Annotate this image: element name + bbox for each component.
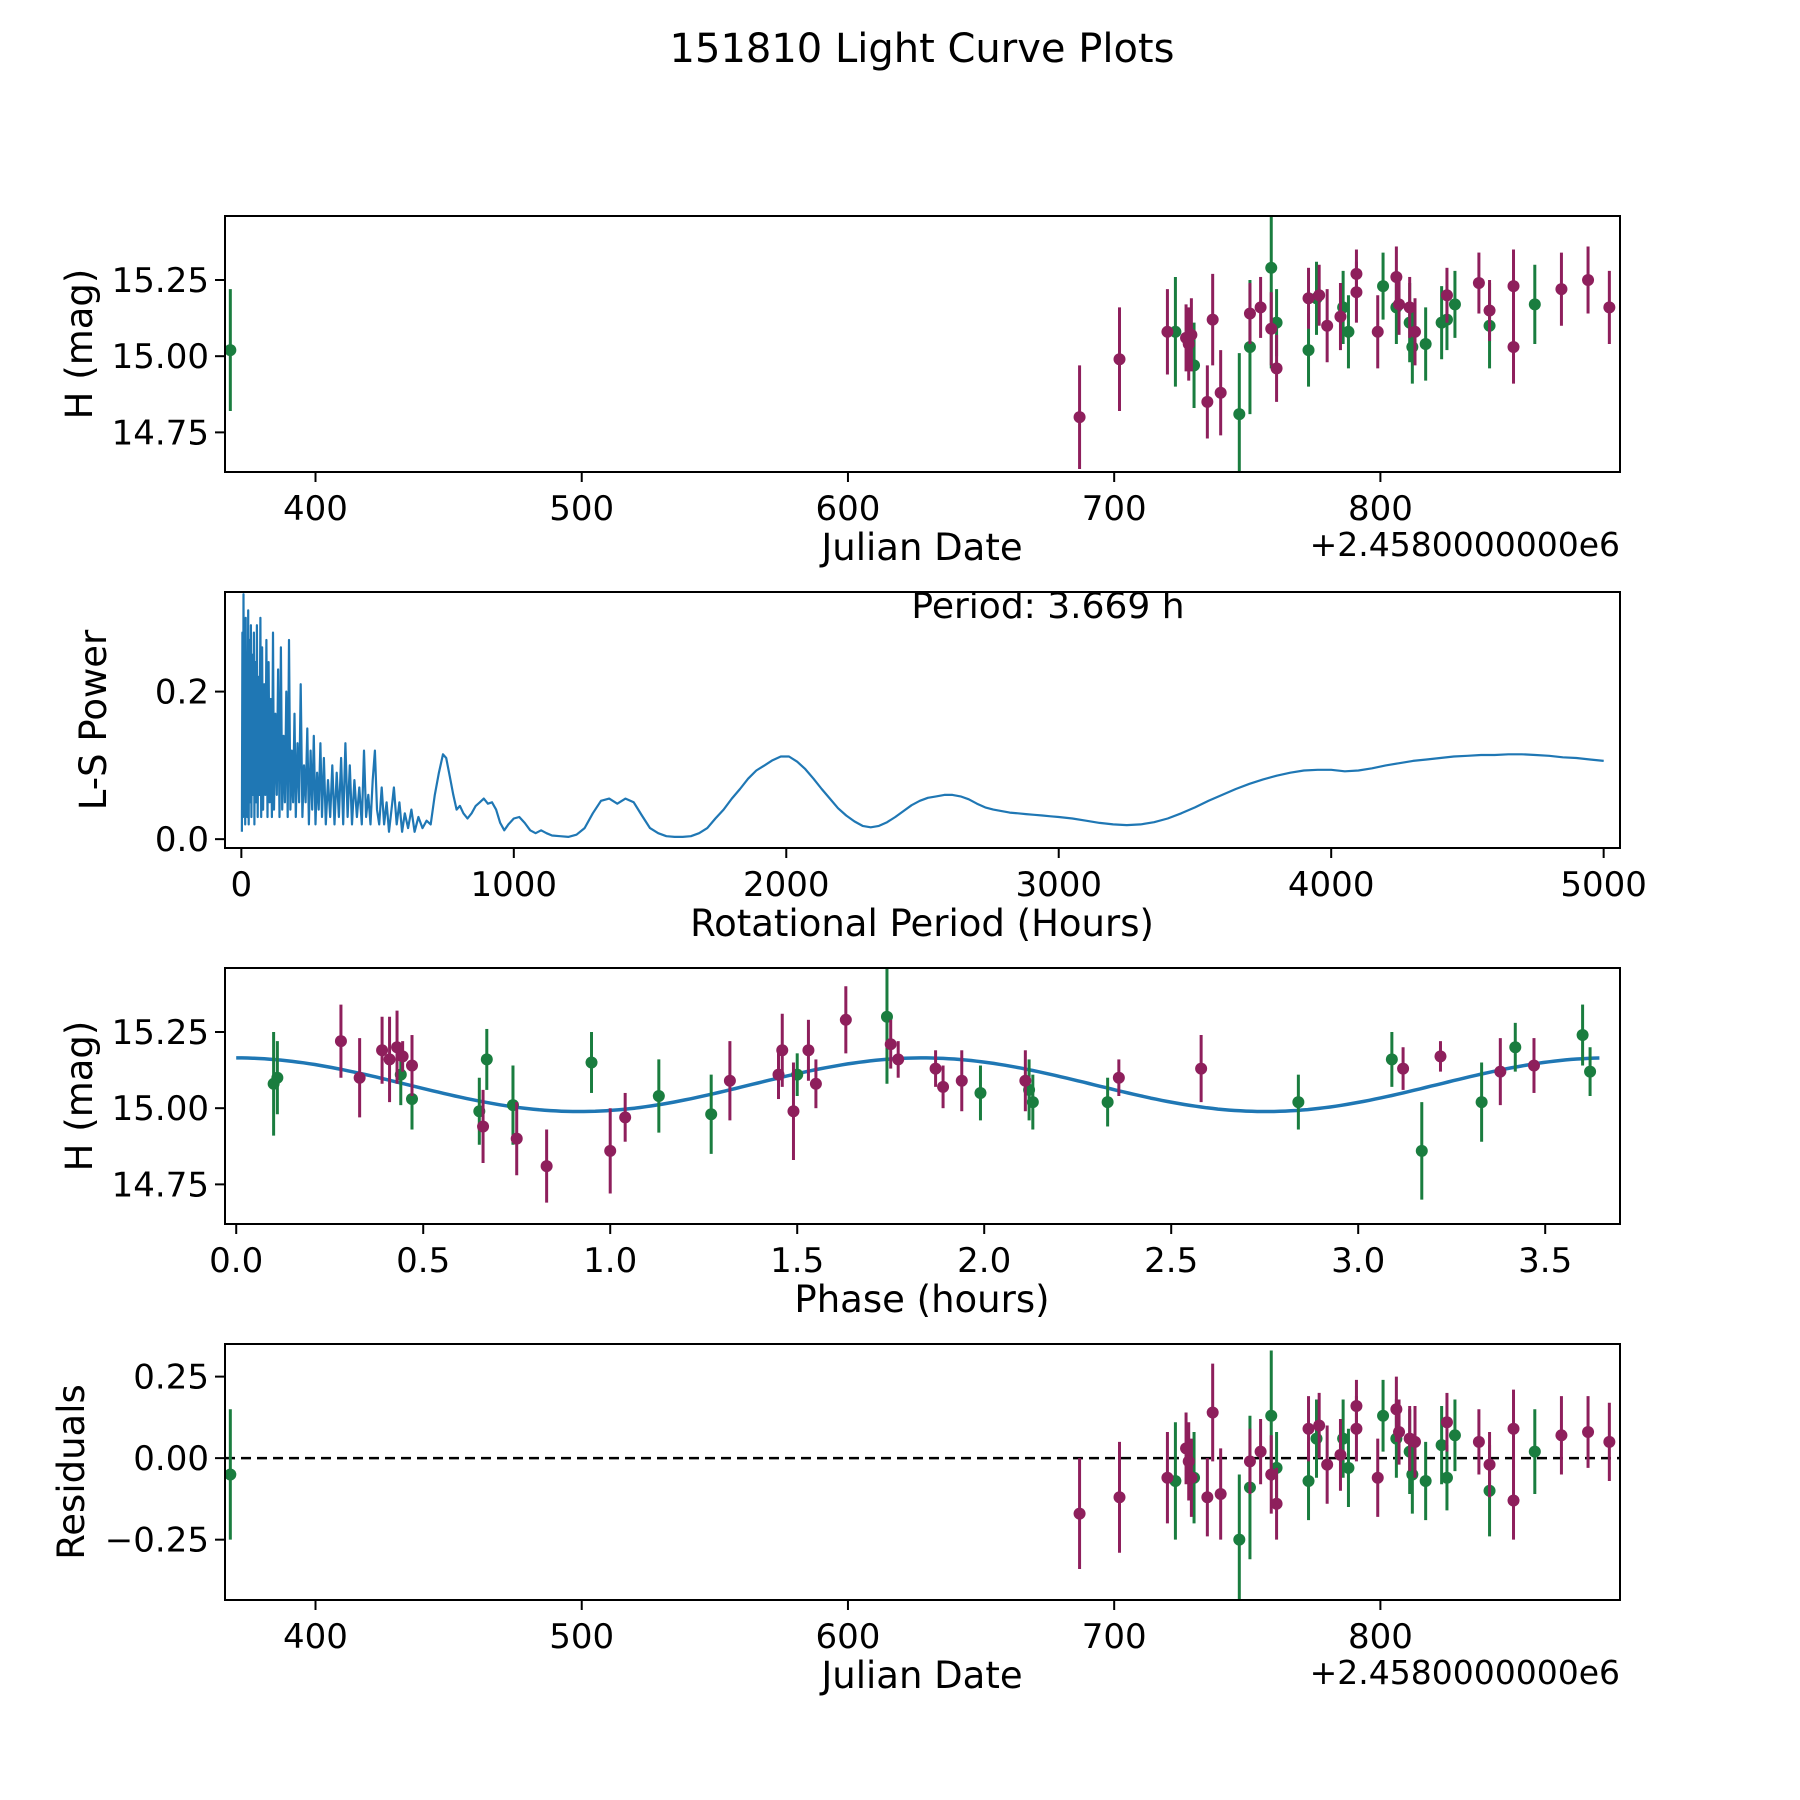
data-point [1582,274,1594,286]
data-point [1508,1495,1520,1507]
data-point [1476,1096,1488,1108]
data-point [1386,1053,1398,1065]
x-tick-label: 500 [549,1617,615,1657]
data-point [1114,1491,1126,1503]
x-tick-label: 800 [1347,1617,1413,1657]
jd-offset-text: +2.4580000000e6 [1309,525,1620,564]
data-point [1509,1041,1521,1053]
data-point [1114,353,1126,365]
data-point [335,1035,347,1047]
data-point [1377,1410,1389,1422]
hmag-yaxis-label: H (mag) [58,268,101,420]
data-point [1271,362,1283,374]
data-point [937,1081,949,1093]
data-point [1406,1468,1418,1480]
data-point [1603,1436,1615,1448]
x-tick-label: 1.5 [770,1241,825,1281]
data-point [776,1044,788,1056]
data-point [787,1105,799,1117]
data-point [1303,344,1315,356]
data-point [1303,1475,1315,1487]
data-point [1313,1420,1325,1432]
data-point [1409,326,1421,338]
data-point [1508,280,1520,292]
y-tick-label: 14.75 [111,413,209,454]
data-point [1449,298,1461,310]
data-point [1350,268,1362,280]
data-point [1508,341,1520,353]
period-annotation: Period: 3.669 h [911,586,1185,627]
data-point [1201,396,1213,408]
x-tick-label: 1.0 [583,1241,638,1281]
data-point [397,1050,409,1062]
data-point [1406,341,1418,353]
data-point [224,1468,236,1480]
data-point [1372,1472,1384,1484]
data-point [1201,1491,1213,1503]
periodogram-panel [155,592,1647,905]
y-tick-label: 0.00 [133,1439,209,1480]
data-point [1350,1423,1362,1435]
data-point [1434,1050,1446,1062]
data-point [604,1145,616,1157]
data-point [1102,1096,1114,1108]
data-point [1113,1072,1125,1084]
x-tick-label: 400 [283,489,348,529]
x-tick-label: 400 [283,1617,348,1657]
x-tick-label: 3.5 [1518,1241,1573,1281]
data-point [406,1060,418,1072]
data-point [1577,1029,1589,1041]
data-point [541,1160,553,1172]
data-point [1582,1426,1594,1438]
data-point [1233,1534,1245,1546]
data-point [271,1072,283,1084]
data-point [1555,1429,1567,1441]
data-point [511,1133,523,1145]
data-point [1321,1459,1333,1471]
data-point [1555,283,1567,295]
data-point [1334,1449,1346,1461]
data-point [802,1044,814,1056]
data-point [773,1069,785,1081]
figure-title: 151810 Light Curve Plots [669,26,1175,72]
data-point [1311,1433,1323,1445]
data-point [1420,1475,1432,1487]
data-point [1183,1455,1195,1467]
data-point [974,1087,986,1099]
data-point [1603,301,1615,313]
x-tick-label: 2.0 [957,1241,1012,1281]
data-point [354,1072,366,1084]
data-point [1529,1446,1541,1458]
y-tick-label: 0.0 [154,820,209,861]
data-point [1074,1508,1086,1520]
light-curve-panel [112,167,1620,529]
x-tick-label: 3.0 [1331,1241,1386,1281]
x-tick-label: 600 [815,489,881,529]
data-point [1334,311,1346,323]
data-point [1584,1066,1596,1078]
x-tick-label: 700 [1081,1617,1147,1657]
y-tick-label: 15.25 [111,1013,209,1053]
y-tick-label: 15.25 [111,261,209,301]
data-point [1292,1096,1304,1108]
data-point [1215,387,1227,399]
data-point [1404,301,1416,313]
data-point [1390,1403,1402,1415]
y-tick-label: 15.00 [111,337,209,378]
x-tick-label: 0 [230,865,253,905]
data-point [1390,271,1402,283]
x-tick-label: 3000 [1015,865,1102,905]
data-point [1265,262,1277,274]
data-point [1185,1472,1197,1484]
y-tick-label: 14.75 [111,1165,209,1206]
data-point [1342,1462,1354,1474]
data-point [724,1075,736,1087]
data-point [930,1063,942,1075]
data-point [1185,329,1197,341]
ls-power-yaxis-label: L-S Power [72,629,115,811]
x-tick-label: 600 [815,1617,881,1657]
data-point [1397,1063,1409,1075]
data-point [224,344,236,356]
data-point [1255,301,1267,313]
data-point [1409,1436,1421,1448]
data-point [1508,1423,1520,1435]
data-point [1313,289,1325,301]
data-point [619,1111,631,1123]
data-point [1265,1410,1277,1422]
x-tick-label: 1000 [470,865,558,905]
data-point [1195,1063,1207,1075]
y-tick-label: 0.25 [133,1357,209,1398]
residuals-xaxis-label: Julian Date [821,1654,1023,1697]
data-point [1393,1426,1405,1438]
x-tick-label: 4000 [1287,865,1375,905]
data-point [1303,1423,1315,1435]
data-point [586,1056,598,1068]
x-tick-label: 700 [1081,489,1147,529]
data-point [1255,1446,1267,1458]
data-point [1161,326,1173,338]
x-tick-label: 5000 [1560,865,1647,905]
data-point [956,1075,968,1087]
data-point [1494,1066,1506,1078]
data-point [1180,1442,1192,1454]
data-point [1161,1472,1173,1484]
data-point [1441,1416,1453,1428]
data-point [481,1053,493,1065]
phased-light-curve-plot-area [225,968,1620,1224]
data-point [1207,1406,1219,1418]
jd-xaxis-label: Julian Date [821,526,1023,569]
data-point [1350,1400,1362,1412]
data-point [1350,286,1362,298]
data-point [1473,277,1485,289]
x-tick-label: 0.0 [209,1241,264,1281]
data-point [1528,1060,1540,1072]
hmag-phase-yaxis-label: H (mag) [58,1020,101,1172]
residuals-panel [105,1344,1620,1657]
data-point [1019,1075,1031,1087]
phased-light-curve-panel [112,950,1620,1281]
data-point [1416,1145,1428,1157]
data-point [1420,338,1432,350]
data-point [810,1078,822,1090]
residuals-yaxis-label: Residuals [50,1384,93,1560]
y-tick-label: 15.00 [111,1089,209,1130]
data-point [653,1090,665,1102]
x-tick-label: 800 [1347,489,1413,529]
data-point [1529,298,1541,310]
data-point [1244,1455,1256,1467]
rotational-period-xaxis-label: Rotational Period (Hours) [690,902,1154,945]
data-point [840,1014,852,1026]
data-point [1074,411,1086,423]
data-point [1303,292,1315,304]
data-point [1337,1433,1349,1445]
data-point [1393,298,1405,310]
data-point [477,1120,489,1132]
phase-xaxis-label: Phase (hours) [794,1278,1050,1321]
x-tick-label: 0.5 [396,1241,451,1281]
data-point [705,1108,717,1120]
y-tick-label: 0.2 [154,672,209,713]
data-point [1215,1488,1227,1500]
data-point [384,1053,396,1065]
data-point [1342,326,1354,338]
y-tick-label: −0.25 [104,1520,209,1561]
data-point [1027,1096,1039,1108]
periodogram-plot-area [225,592,1620,848]
data-point [885,1038,897,1050]
data-point [1271,1498,1283,1510]
data-point [1207,314,1219,326]
data-point [1441,289,1453,301]
residuals-offset-text: +2.4580000000e6 [1309,1653,1620,1692]
data-point [1441,1472,1453,1484]
data-point [1265,323,1277,335]
data-point [1244,308,1256,320]
data-point [1473,1436,1485,1448]
x-tick-label: 500 [549,489,615,529]
x-tick-label: 2000 [743,865,830,905]
data-point [1484,1459,1496,1471]
data-point [1372,326,1384,338]
data-point [1449,1429,1461,1441]
data-point [1484,304,1496,316]
data-point [1377,280,1389,292]
data-point [1321,320,1333,332]
x-tick-label: 2.5 [1144,1241,1199,1281]
data-point [892,1053,904,1065]
data-point [1265,1468,1277,1480]
data-point [1233,408,1245,420]
